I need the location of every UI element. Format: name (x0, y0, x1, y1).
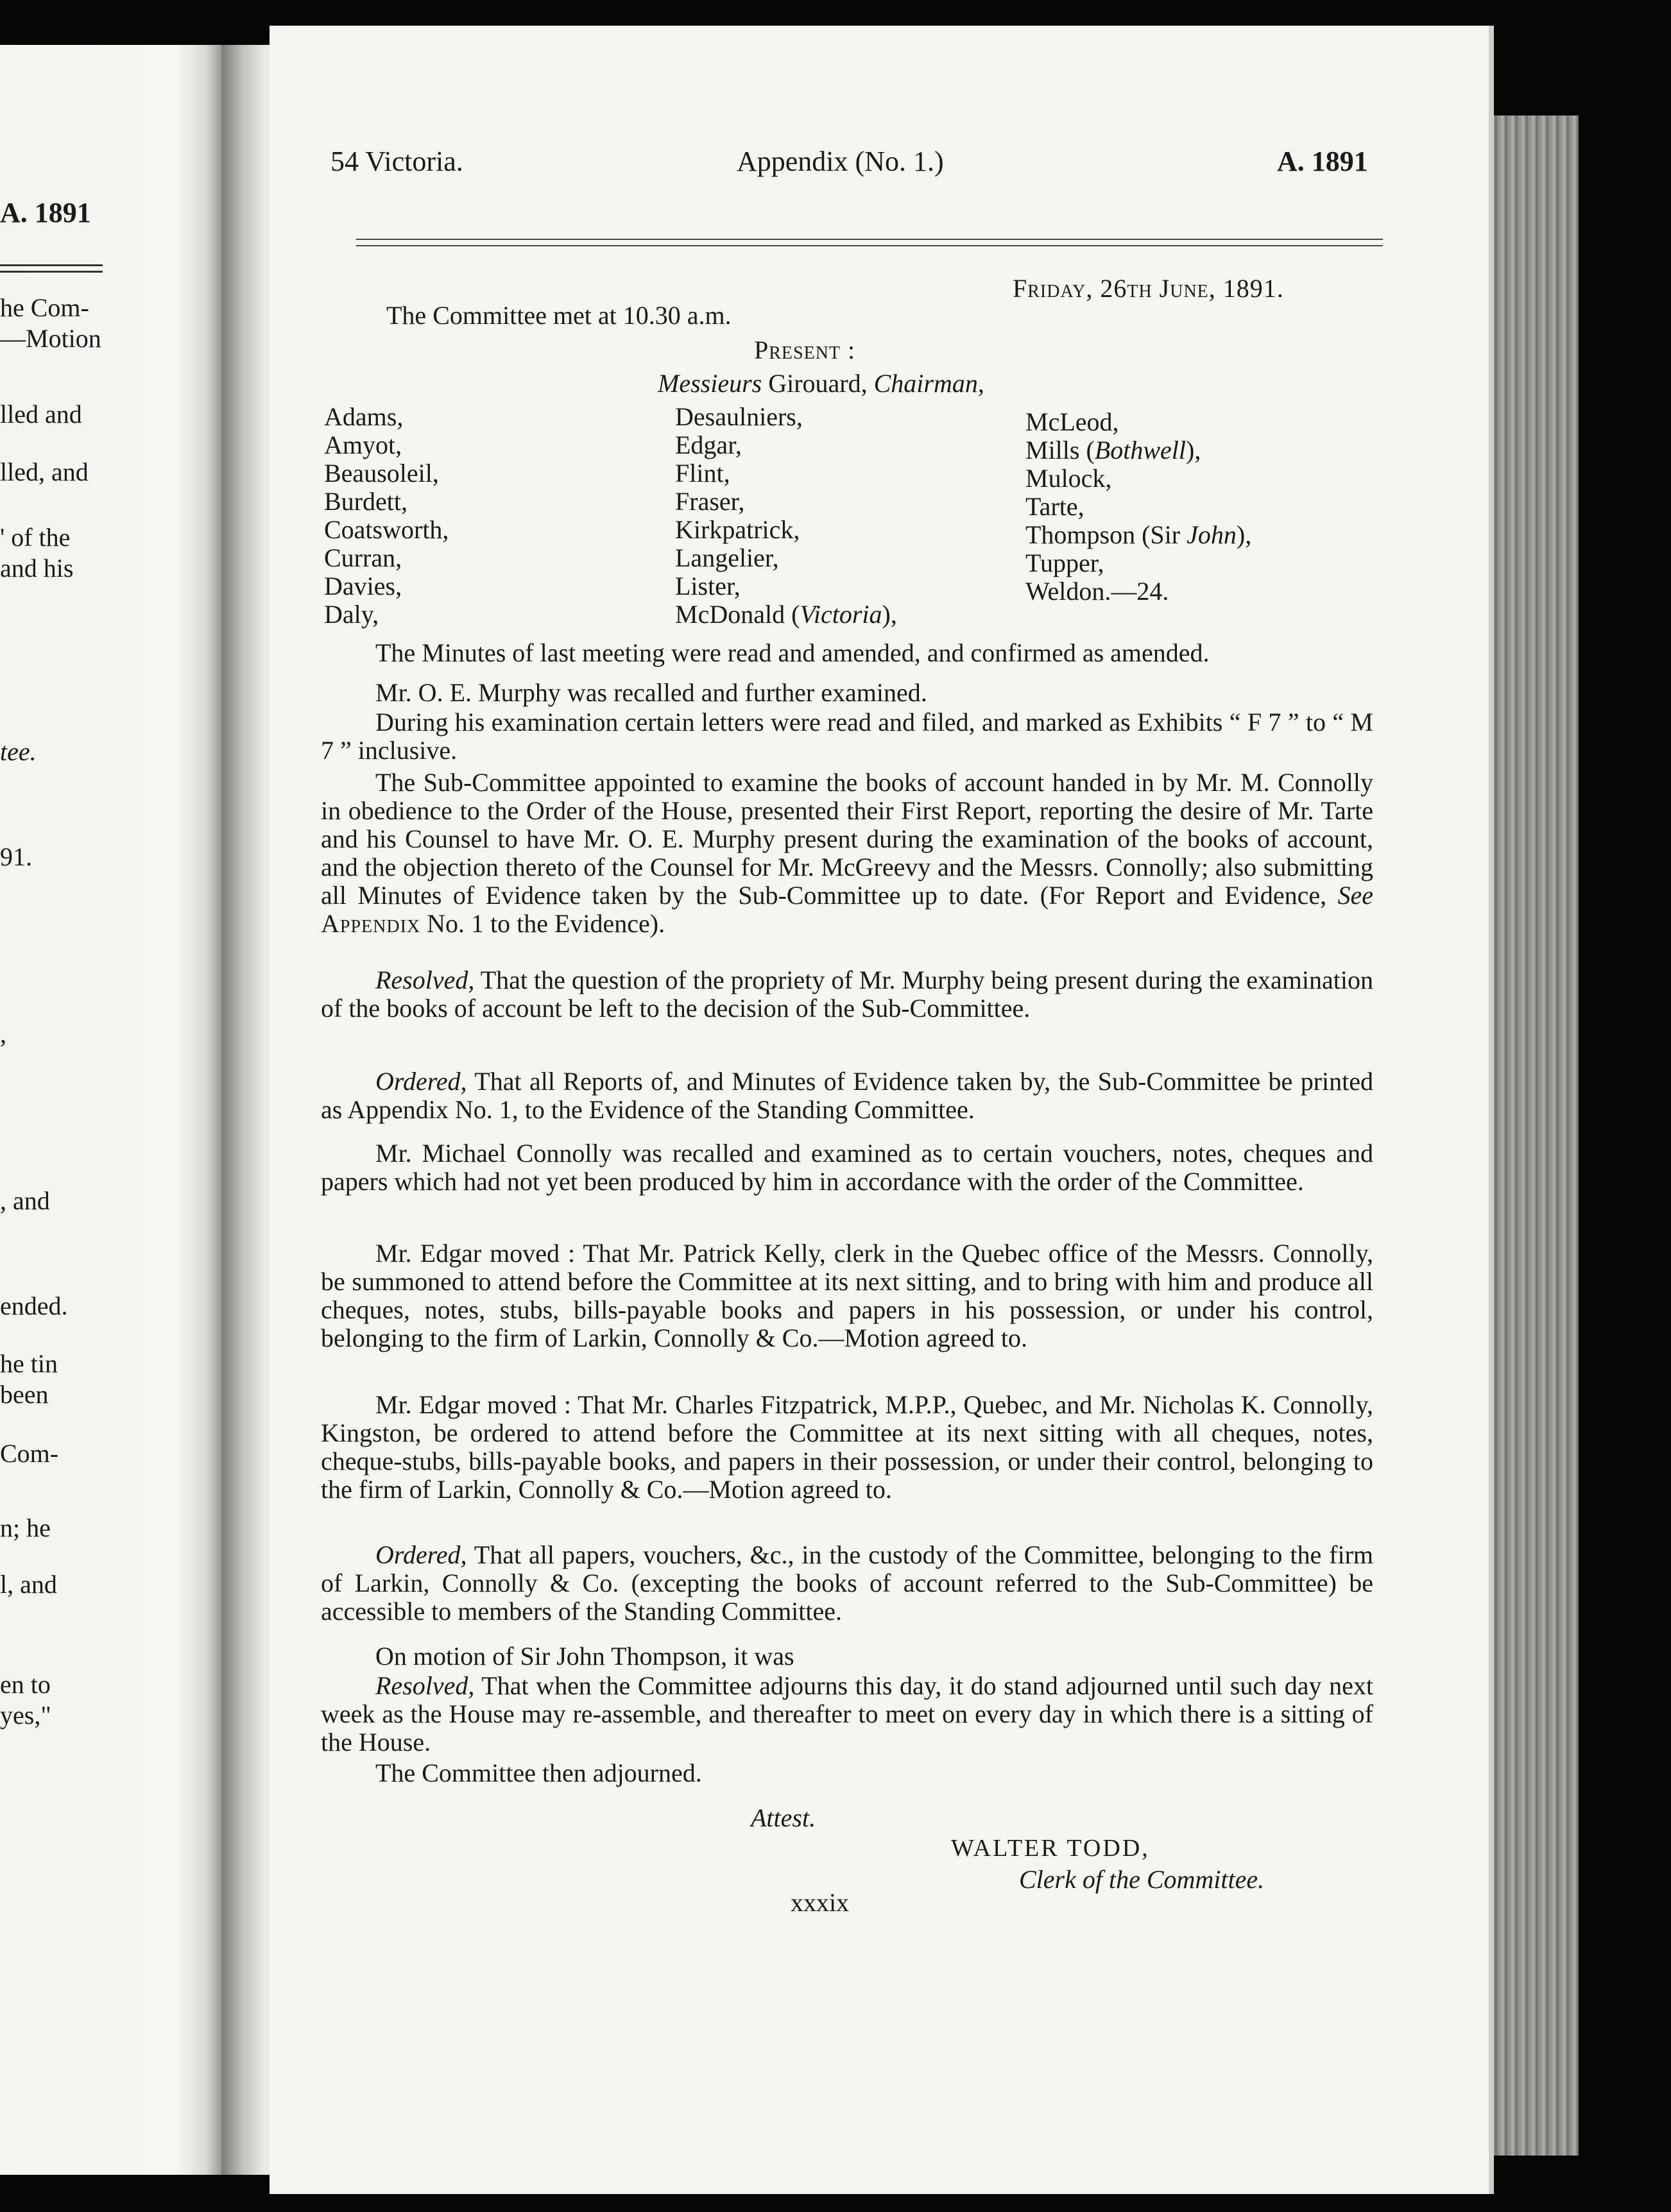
minutes-paragraph: The Minutes of last meeting were read and amended, and confirmed as amended. (375, 638, 1210, 667)
left-page-line: tee. (0, 737, 37, 766)
left-page-line: , (0, 1019, 6, 1048)
page-number: xxxix (791, 1888, 850, 1917)
member-name: Thompson (Sir John), (1025, 520, 1252, 549)
member-name: McLeod, (1025, 407, 1119, 436)
resolved-paragraph-1: Resolved, That the question of the propriety of Mr. Murphy being present during the examination of the books of account be left to the decision of the Sub-Committee. (321, 966, 1373, 1023)
member-name: Kirkpatrick, (675, 515, 800, 544)
left-page-line: ended. (0, 1291, 68, 1320)
member-name: Tupper, (1025, 549, 1104, 577)
left-page-line: 91. (0, 842, 32, 871)
member-name: Coatsworth, (324, 515, 449, 544)
chairman-line: Messieurs Girouard, Chairman, (658, 369, 984, 398)
member-name: Edgar, (675, 430, 742, 459)
sub-committee-report-paragraph: The Sub-Committee appointed to examine the books of account handed in by Mr. M. Connolly in obedience to the Order of the House, presented their First Report, reporting the desire of Mr. Tarte and his Counsel to have Mr. O. E. Murphy present during the examination of the books of account, and the objection thereto of the Counsel for Mr. McGreevy and the Messrs. Connolly; also submitting all Minutes of Evidence taken by the Sub-Committee up to date. (For Report and Evidence, See Appendix No. 1 to the Evidence). (321, 768, 1373, 938)
left-page-line: yes," (0, 1701, 51, 1730)
member-name: McDonald (Victoria), (675, 600, 897, 629)
member-name: Mulock, (1025, 464, 1112, 493)
member-name: Desaulniers, (675, 402, 803, 431)
header-volume: 54 Victoria. (330, 146, 463, 177)
left-page-rule (0, 264, 103, 266)
left-page-line: he tin (0, 1349, 58, 1378)
attest-label: Attest. (751, 1803, 816, 1832)
header-year: A. 1891 (1277, 146, 1368, 177)
member-name: Curran, (324, 543, 402, 572)
member-name: Fraser, (675, 487, 745, 516)
date-line: Friday, 26th June, 1891. (1013, 274, 1284, 303)
left-page-line: , and (0, 1186, 50, 1215)
edgar-motion-2-paragraph: Mr. Edgar moved : That Mr. Charles Fitzpatrick, M.P.P., Quebec, and Mr. Nicholas K. Connolly, Kingston, be ordered to attend before the Committee at its next sitting with all cheques, notes, cheque-stubs, bills-payable books, and papers in their possession, or under their control, belonging to the firm of Larkin, Connolly & Co.—Motion agreed to. (321, 1390, 1373, 1504)
left-page-line: lled, and (0, 457, 89, 486)
present-label: Present : (754, 336, 856, 364)
left-page-line: —Motion (0, 324, 101, 353)
page-edge (1489, 115, 1579, 2156)
member-name: Mills (Bothwell), (1025, 436, 1201, 464)
signature-name: WALTER TODD, (951, 1835, 1150, 1862)
left-page-header: A. 1891 (0, 197, 91, 228)
left-page-line: n; he (0, 1513, 51, 1542)
exhibits-paragraph: During his examination certain letters were read and filed, and marked as Exhibits “ F 7 ” to “ M 7 ” inclusive. (321, 708, 1373, 765)
left-page-line: en to (0, 1670, 51, 1699)
member-name: Adams, (324, 402, 404, 431)
header-rule (356, 239, 1383, 240)
left-page-line: l, and (0, 1570, 57, 1599)
member-name: Langelier, (675, 543, 779, 572)
left-page-line: been (0, 1380, 49, 1409)
left-page-line: lled and (0, 400, 82, 429)
left-page-line: ' of the (0, 523, 71, 552)
member-name: Burdett, (324, 487, 407, 516)
member-name: Daly, (324, 600, 379, 629)
members-column-1 (324, 403, 449, 629)
header-appendix: Appendix (No. 1.) (737, 146, 944, 177)
left-page-line: Com- (0, 1439, 59, 1468)
left-page-line: and his (0, 554, 74, 583)
left-page-line: he Com- (0, 293, 89, 322)
header-rule (356, 245, 1383, 246)
member-name: Flint, (675, 459, 730, 488)
meeting-time: The Committee met at 10.30 a.m. (386, 301, 732, 330)
member-name: Lister, (675, 572, 741, 600)
members-column-3 (1025, 408, 1251, 606)
member-name: Davies, (324, 572, 402, 600)
signature-title: Clerk of the Committee. (1019, 1865, 1265, 1894)
adjourned-paragraph: The Committee then adjourned. (375, 1758, 702, 1787)
edgar-motion-1-paragraph: Mr. Edgar moved : That Mr. Patrick Kelly, clerk in the Quebec office of the Messrs. Connolly, be summoned to attend before the Committee at its next sitting, and to bring with him and produce all cheques, notes, stubs, bills-payable books and papers in his possession, or under his control, belonging to the firm of Larkin, Connolly & Co.—Motion agreed to. (321, 1239, 1373, 1352)
left-page-fragment (0, 45, 221, 2175)
ordered-paragraph-1: Ordered, That all Reports of, and Minutes of Evidence taken by, the Sub-Committee be printed as Appendix No. 1, to the Evidence of the Standing Committee. (321, 1067, 1374, 1124)
member-name: Amyot, (324, 430, 402, 459)
member-name: Beausoleil, (324, 459, 439, 488)
left-page-rule (0, 271, 103, 273)
motion-intro-paragraph: On motion of Sir John Thompson, it was (375, 1642, 794, 1671)
resolved-paragraph-2: Resolved, That when the Committee adjourns this day, it do stand adjourned until such day next week as the House may re-assemble, and thereafter to meet on every day in which there is a sitting of the House. (321, 1671, 1373, 1757)
members-column-2 (675, 403, 897, 629)
ordered-paragraph-2: Ordered, That all papers, vouchers, &c., in the custody of the Committee, belonging to the firm of Larkin, Connolly & Co. (excepting the books of account referred to the Sub-Committee) be accessible to members of the Standing Committee. (321, 1540, 1373, 1626)
murphy-recalled-paragraph: Mr. O. E. Murphy was recalled and further examined. (375, 678, 927, 707)
member-name: Weldon.—24. (1025, 577, 1169, 606)
connolly-recalled-paragraph: Mr. Michael Connolly was recalled and examined as to certain vouchers, notes, cheques and papers which had not yet been produced by him in accordance with the order of the Committee. (321, 1139, 1373, 1196)
member-name: Tarte, (1025, 492, 1084, 521)
